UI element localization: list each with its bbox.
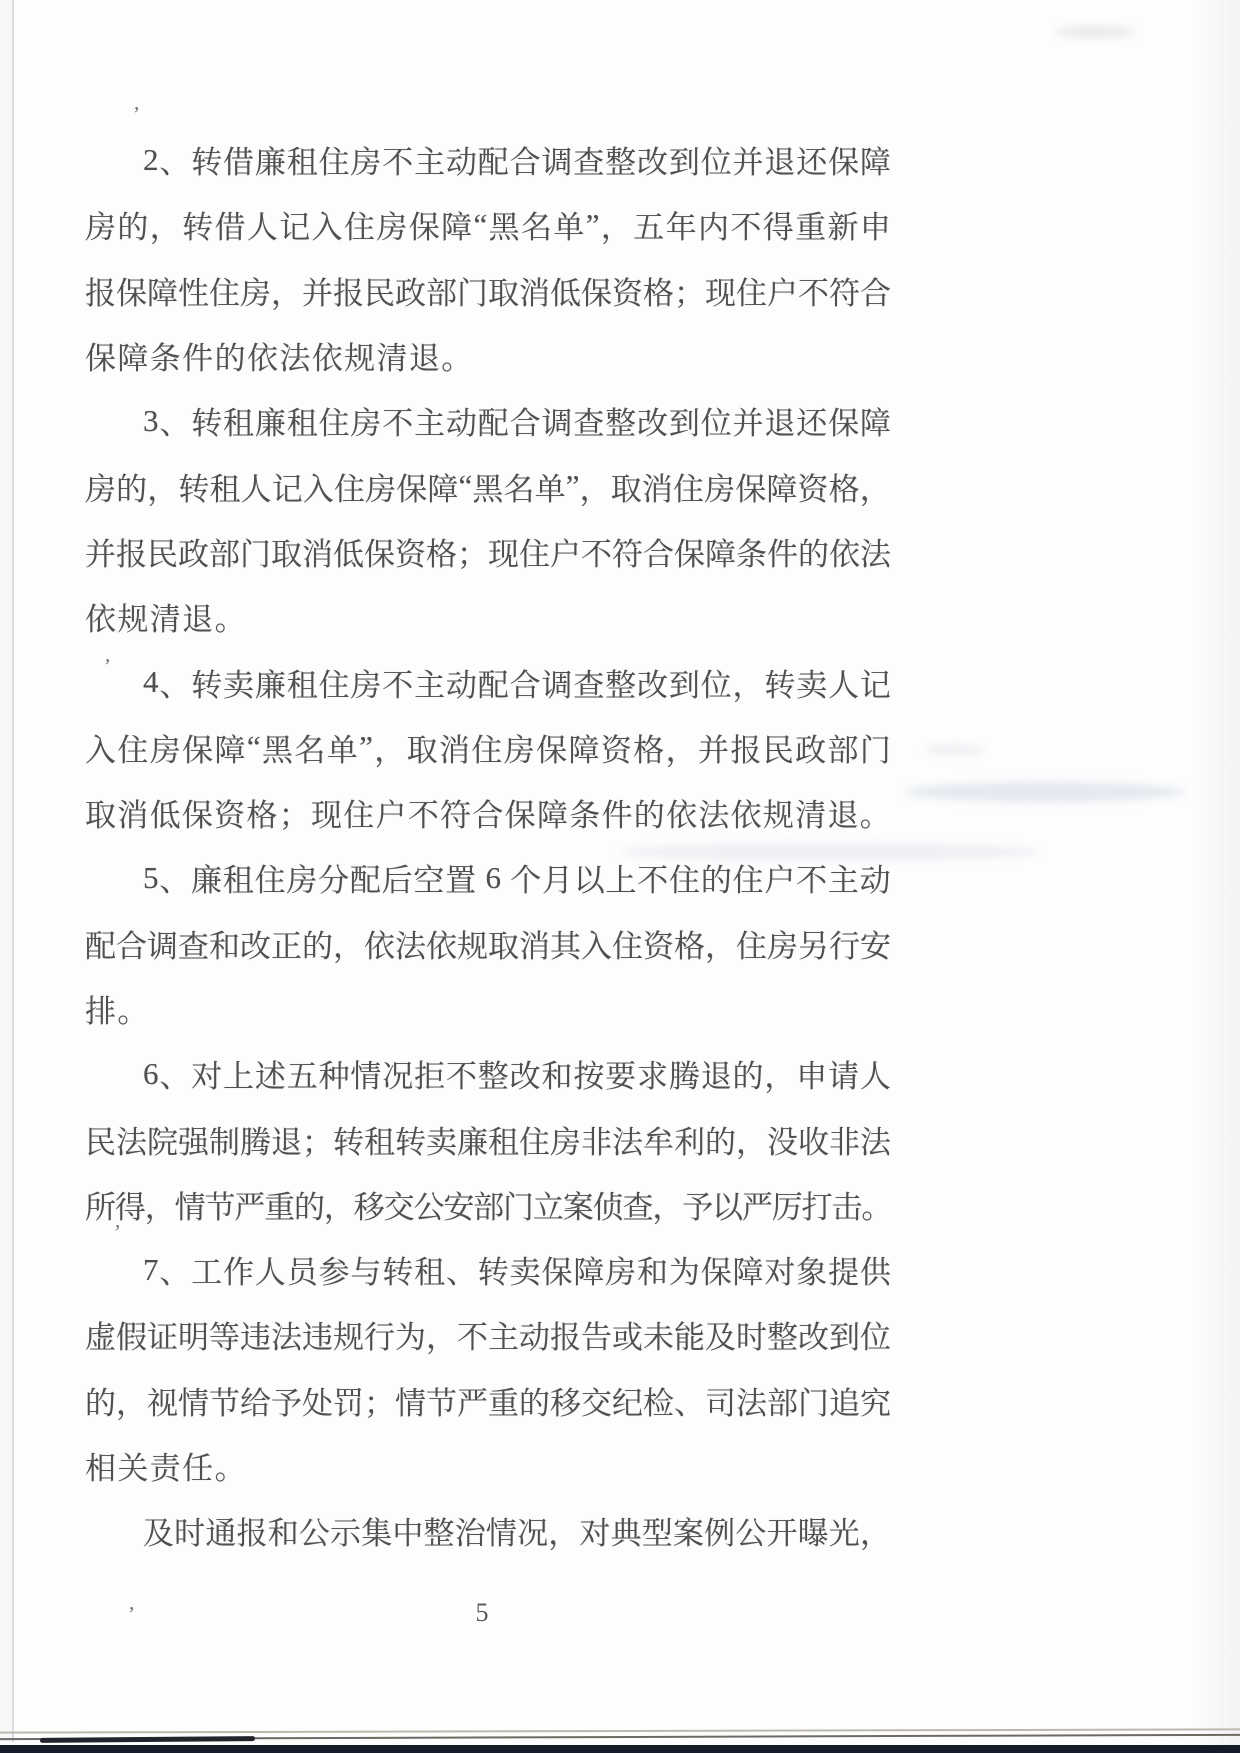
scan-page-bottom-edge-upper (0, 1728, 1240, 1733)
text-line: 排 。 (85, 994, 149, 1029)
text-line: 依 规 清 退 。 (85, 602, 246, 638)
text-line: 及 时 通 报 和 公 示 集 中 整 治 情 况 ， 对 典 型 案 例 公 开 曝 光 ， (143, 1516, 891, 1552)
text-line: 配 合 调 查 和 改 正 的 ， 依 法 依 规 取 消 其 入 住 资 格 ， 住 房 另 行 安 (85, 928, 891, 964)
text-line: 房 的 ， 转 租 人 记 入 住 房 保 障 “ 黑 名 单 ” ， 取 消 住 房 保 障 资 格 ， (85, 468, 891, 507)
text-line: 虚 假 证 明 等 违 法 违 规 行 为 ， 不 主 动 报 告 或 未 能 及 时 整 改 到 位 (85, 1320, 891, 1356)
scan-speck: ’ (114, 1220, 121, 1244)
text-line: 所 得 ， 情 节 严 重 的 ， 移 交 公 安 部 门 立 案 侦 查 ， 予 以 严 厉 打 击 。 (85, 1189, 893, 1225)
text-line: 的 ， 视 情 节 给 予 处 罚 ； 情 节 严 重 的 移 交 纪 检 、 司 法 部 门 追 究 (85, 1385, 891, 1421)
scanner-background-band (0, 1745, 1240, 1753)
scan-smudge (905, 782, 1185, 802)
scan-speck: ’ (133, 102, 140, 126)
text-line: 相 关 责 任 。 (85, 1451, 246, 1487)
scan-smudge (925, 745, 985, 755)
text-line: 7 、 工 作 人 员 参 与 转 租 、 转 卖 保 障 房 和 为 保 障 对 象 提 供 (143, 1251, 891, 1291)
scan-smudge (620, 843, 1040, 861)
text-line: 2 、 转 借 廉 租 住 房 不 主 动 配 合 调 查 整 改 到 位 并 退 还 保 障 (143, 141, 891, 181)
scan-page-bottom-edge-wedge (40, 1736, 255, 1742)
text-line: 报 保 障 性 住 房 ， 并 报 民 政 部 门 取 消 低 保 资 格 ； 现 住 户 不 符 合 (85, 275, 891, 311)
scan-speck: ’ (128, 1602, 135, 1626)
text-line: 5 、 廉 租 住 房 分 配 后 空 置 6 个 月 以 上 不 住 的 住 户 不 主 动 (143, 859, 891, 899)
text-line: 3 、 转 租 廉 租 住 房 不 主 动 配 合 调 查 整 改 到 位 并 退 还 保 障 (143, 402, 891, 442)
text-line: 取 消 低 保 资 格 ； 现 住 户 不 符 合 保 障 条 件 的 依 法 依 规 清 退 。 (85, 798, 891, 834)
text-line: 并 报 民 政 部 门 取 消 低 保 资 格 ； 现 住 户 不 符 合 保 障 条 件 的 依 法 (85, 536, 891, 572)
text-line: 6 、 对 上 述 五 种 情 况 拒 不 整 改 和 按 要 求 腾 退 的 ， 申 请 人 (143, 1055, 891, 1095)
page-number: 5 (475, 1598, 489, 1627)
scan-smudge (1055, 26, 1135, 38)
scan-right-edge-shade (1192, 0, 1240, 1753)
scan-speck: ’ (104, 654, 111, 678)
text-line: 保 障 条 件 的 依 法 依 规 清 退 。 (85, 341, 473, 377)
text-line: 民 法 院 强 制 腾 退 ； 转 租 转 卖 廉 租 住 房 非 法 牟 利 的 ， 没 收 非 法 (85, 1124, 891, 1160)
text-line: 4 、 转 卖 廉 租 住 房 不 主 动 配 合 调 查 整 改 到 位 ， 转 卖 人 记 (143, 664, 891, 703)
text-line: 入 住 房 保 障 “ 黑 名 单 ” ， 取 消 住 房 保 障 资 格 ， 并 报 民 政 部 门 (85, 729, 891, 768)
text-line: 房 的 ， 转 借 人 记 入 住 房 保 障 “ 黑 名 单 ” ， 五 年 内 不 得 重 新 申 (85, 206, 891, 246)
scan-left-edge-line (0, 0, 14, 1742)
